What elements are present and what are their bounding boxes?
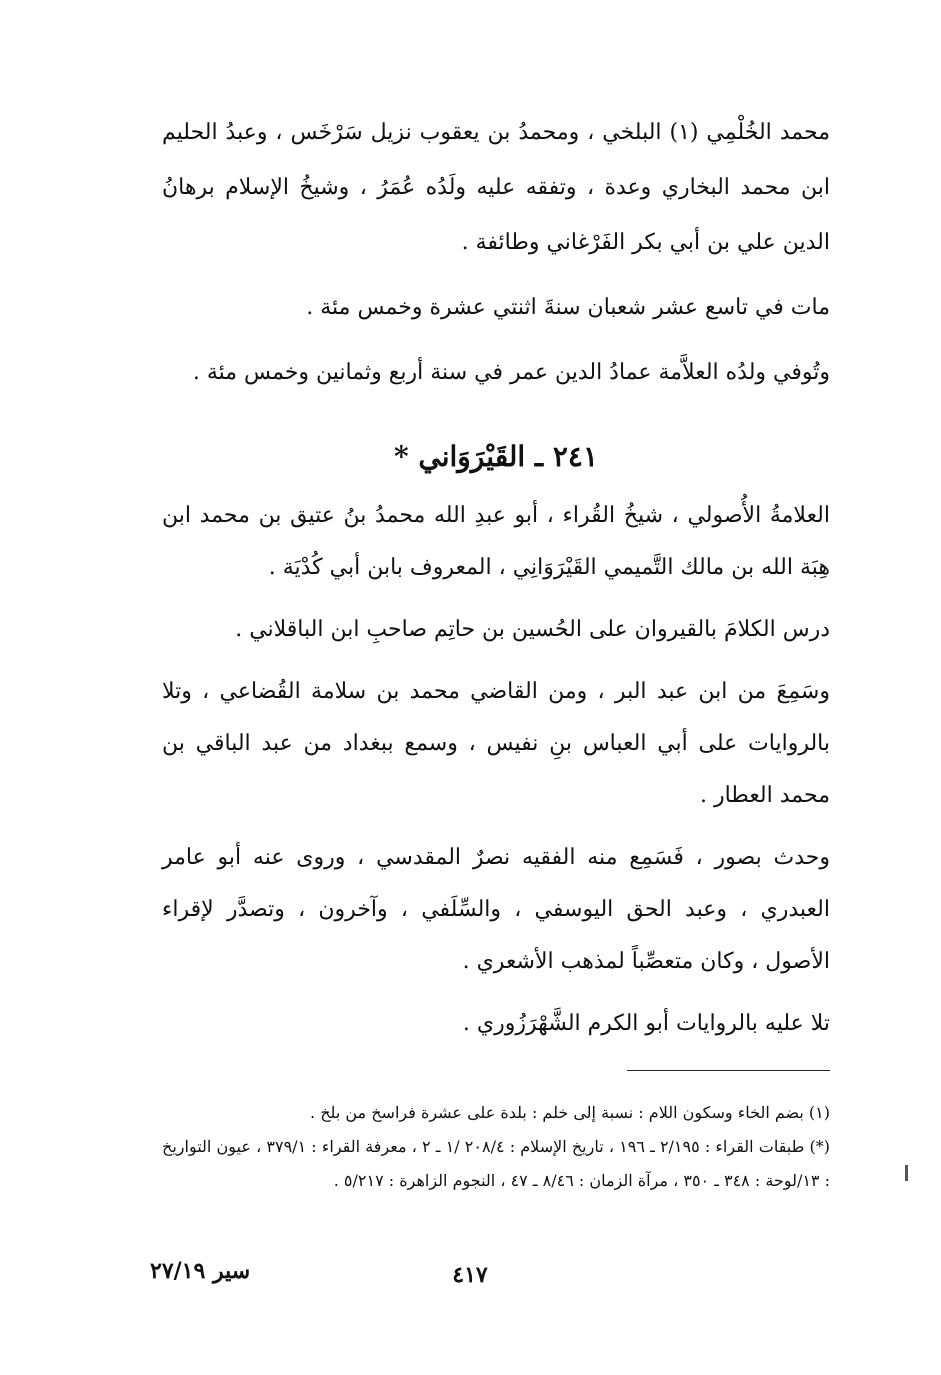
intro-paragraph-1: محمد الخُلْمِي (١) البلخي ، ومحمدُ بن يعقوب نزيل سَرْخَس ، وعبدُ الحليم ابن محمد البخاري وعدة ، وتفقه عليه ولَدُه عُمَرُ ، وشيخُ الإسلام برهانُ الدين علي بن أبي بكر الفَرْغاني وطائفة .	[162, 120, 830, 255]
entry-paragraph-2: درس الكلامَ بالقيروان على الحُسين بن حاتِم صاحبِ ابن الباقلاني .	[235, 617, 830, 642]
footnotes-section	[162, 1096, 830, 1198]
footnote-divider	[627, 1070, 830, 1071]
printer-signature: سير ٢٧/١٩	[150, 1258, 251, 1284]
entry-paragraph-4: وحدث بصور ، فَسَمِع منه الفقيه نصرٌ المقدسي ، وروى عنه أبو عامر العبدري ، وعبد الحق اليوسفي ، والسِّلَفي ، وآخرون ، وتصدَّر لإقراء الأصول ، وكان متعصِّباً لمذهب الأشعري .	[162, 845, 830, 974]
footnote-1: (١) بضم الخاء وسكون اللام : نسبة إلى خلم : بلدة على عشرة فراسخ من بلخ .	[310, 1103, 830, 1122]
entry-heading: ٢٤١ ـ القَيْرَوَاني *	[393, 440, 599, 473]
entry-paragraph-5: تلا عليه بالروايات أبو الكرم الشَّهْرَزُوري .	[462, 1011, 830, 1036]
entry-paragraph-3: وسَمِعَ من ابن عبد البر ، ومن القاضي محمد بن سلامة القُضاعي ، وتلا بالروايات على أبي العباس بنِ نفيس ، وسمع ببغداد من عبد الباقي بن محمد العطار .	[162, 679, 830, 808]
entry-body	[162, 490, 830, 1050]
intro-paragraph-2: مات في تاسع عشر شعبان سنةَ اثنتي عشرة وخمس مئة .	[306, 295, 830, 320]
footnote-2: (*) طبقات القراء : ٢/١٩٥ ـ ١٩٦ ، تاريخ الإسلام : ٢٠٨/٤ /١ ـ ٢ ، معرفة القراء : ٣٧٩/١ ، عيون التواريخ : ١٣/لوحة : ٣٤٨ ـ ٣٥٠ ، مرآة الزمان : ٨/٤٦ ـ ٤٧ ، النجوم الزاهرة : ٥/٢١٧ .	[162, 1137, 831, 1190]
entry-paragraph-1: العلامةُ الأُصولي ، شيخُ القُراء ، أبو عبدِ الله محمدُ بنُ عتيق بن محمد ابن هِبَة الله بن مالك التَّميمي القَيْرَوَانِي ، المعروف بابن أبي كُدْيَة .	[162, 503, 830, 580]
page-number: ٤١٧	[452, 1262, 488, 1288]
intro-paragraph-3: وتُوفي ولدُه العلاَّمة عمادُ الدين عمر في سنة أربع وثمانين وخمس مئة .	[192, 360, 830, 385]
intro-section	[162, 105, 830, 400]
margin-mark	[905, 1165, 908, 1181]
